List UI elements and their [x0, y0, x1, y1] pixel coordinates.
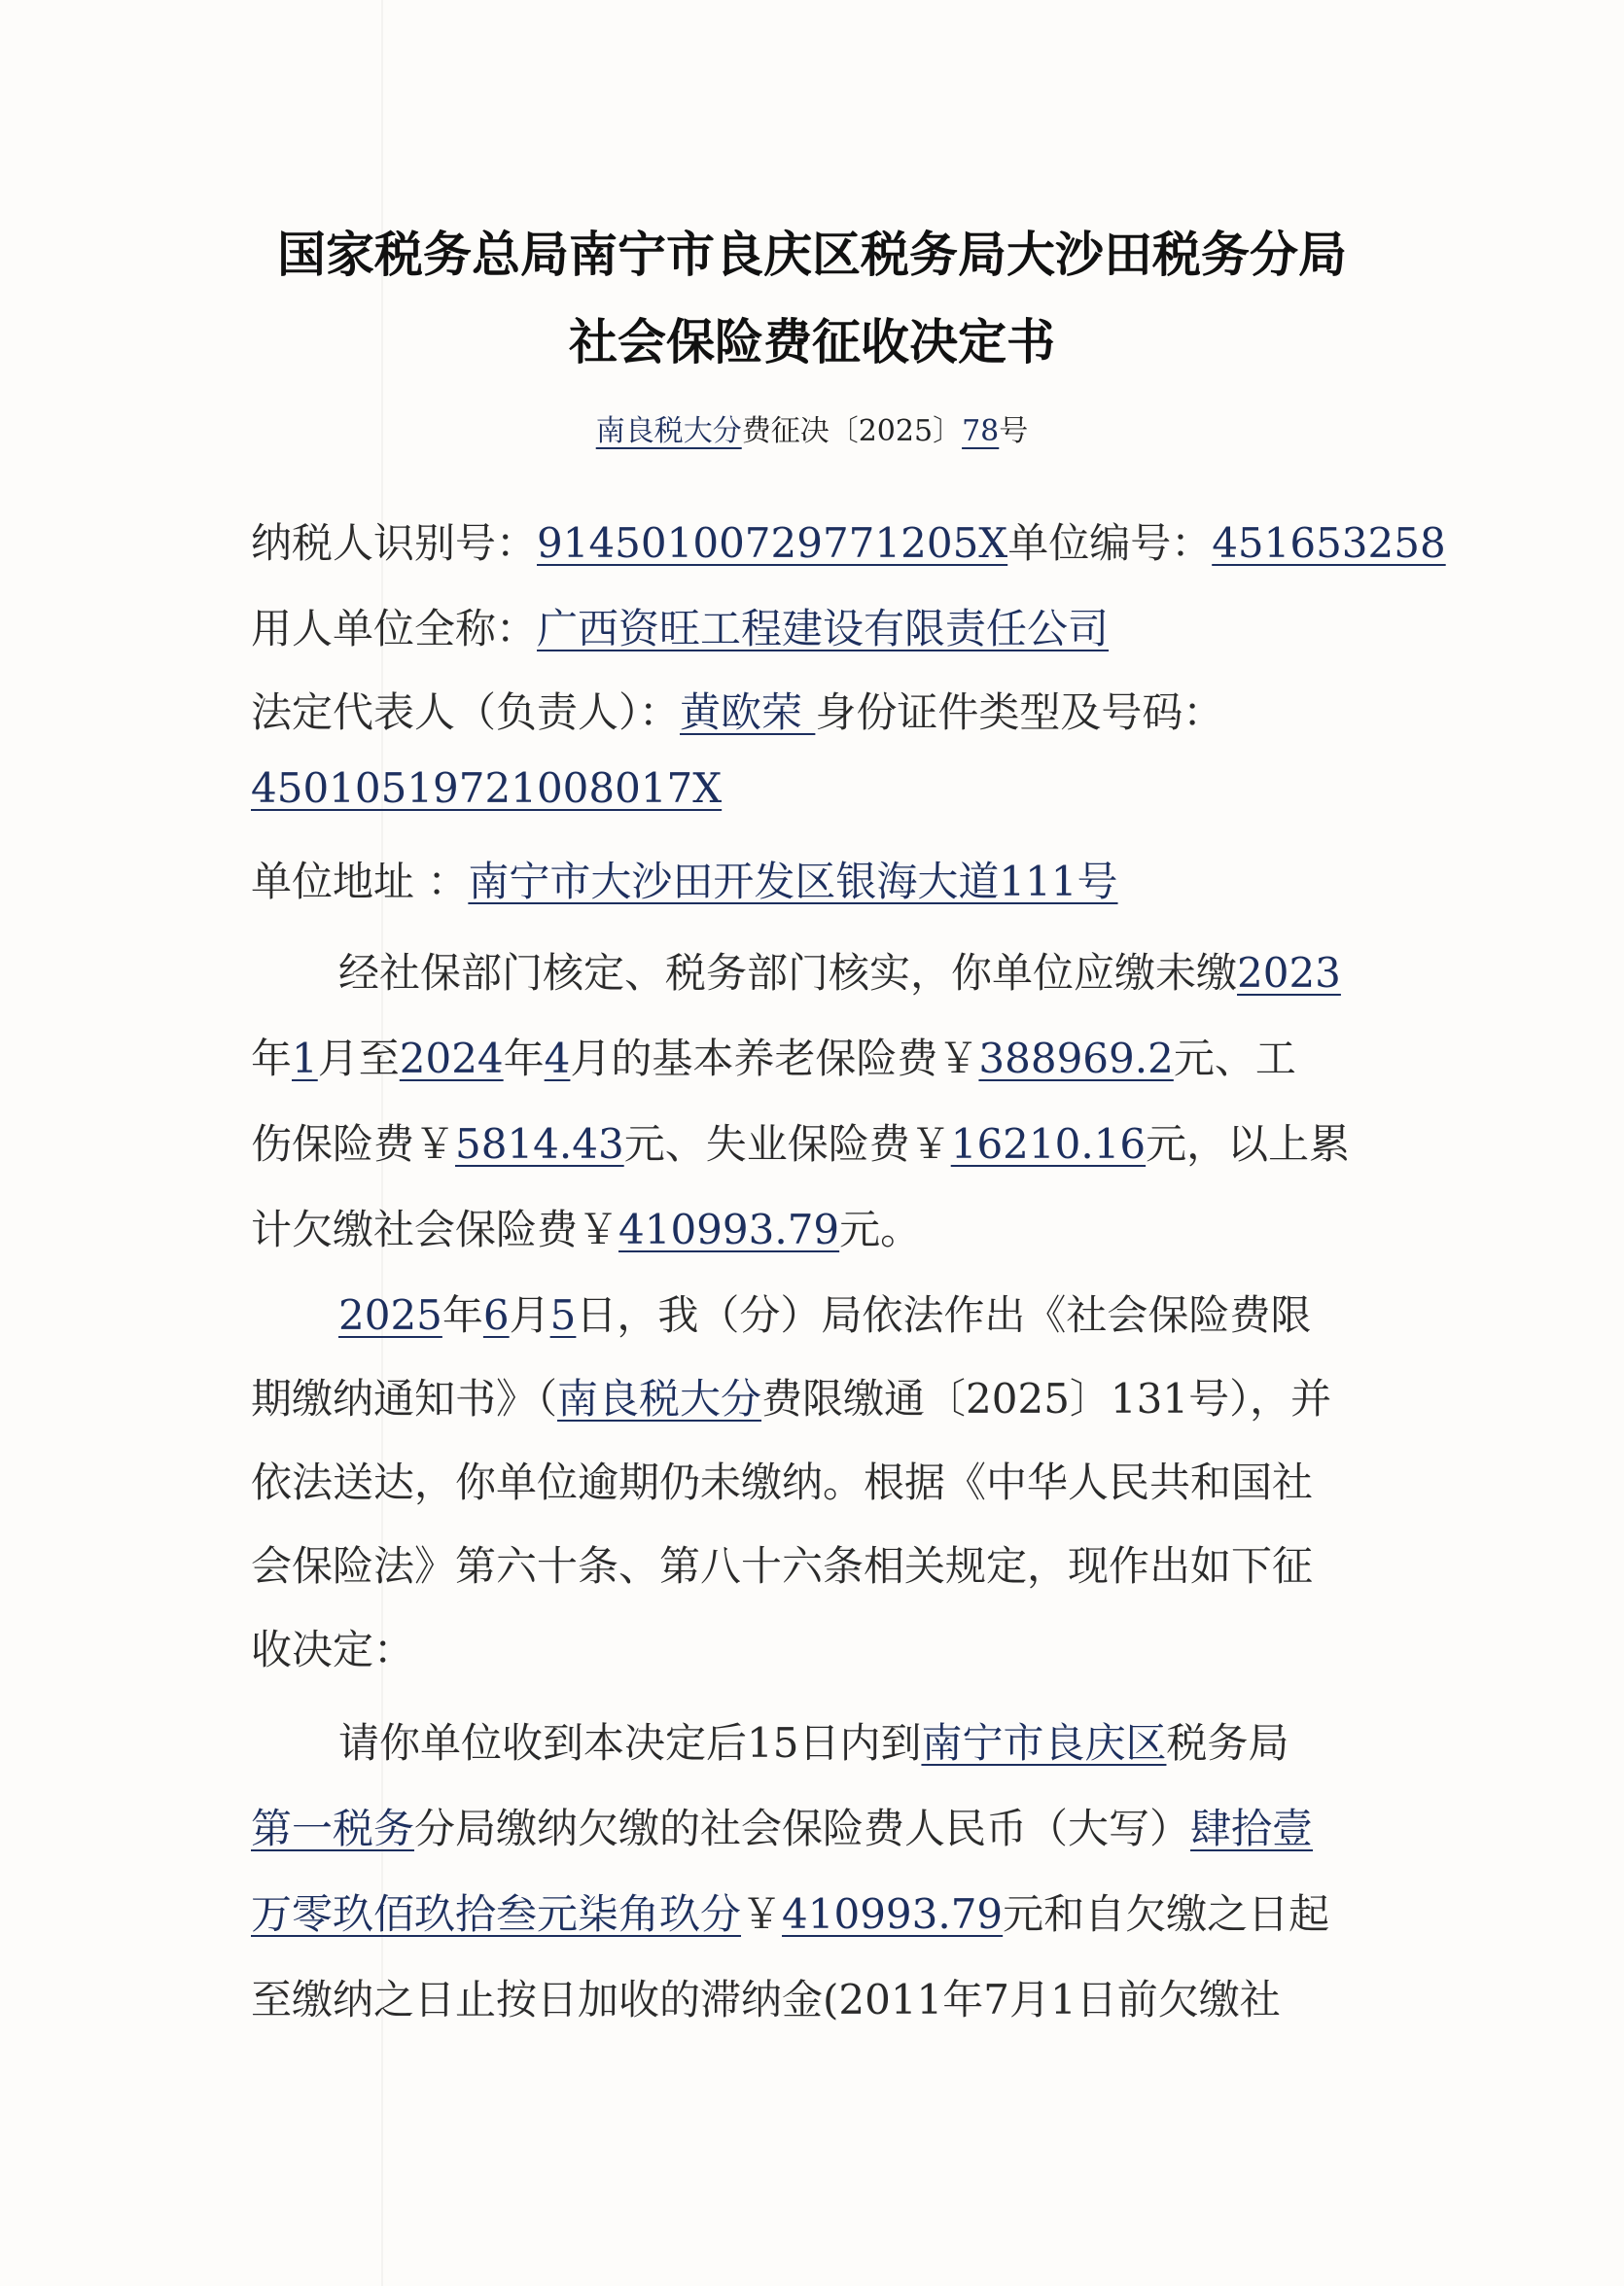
para3-text: 元和自欠缴之日起 — [1003, 1890, 1330, 1938]
unit-code-value: 451653258 — [1212, 519, 1446, 567]
para1-text: 元。 — [839, 1206, 922, 1253]
legal-rep-value: 黄欧荣 — [680, 688, 816, 736]
para1-text: 计欠缴社会保险费￥ — [251, 1206, 619, 1253]
para1-line1 — [338, 941, 1341, 1000]
arrears-year-to: 2024 — [399, 1035, 504, 1082]
para1-line4 — [251, 1198, 921, 1256]
para1-text: 伤保险费￥ — [251, 1120, 456, 1168]
doc-number-value: 78 — [962, 414, 1000, 448]
para2-line2 — [251, 1367, 1331, 1425]
para2-text: 期缴纳通知书》（ — [251, 1375, 558, 1423]
para1-text: 月至 — [317, 1035, 400, 1082]
para2-line5: 收决定： — [251, 1626, 415, 1673]
para2-text: 月 — [509, 1291, 550, 1339]
para2-line4: 会保险法》第六十条、第八十六条相关规定，现作出如下征 — [251, 1542, 1314, 1590]
taxpayer-id-value: 91450100729771205X — [537, 519, 1008, 567]
para1-line2 — [251, 1027, 1296, 1085]
para1-line3 — [251, 1112, 1350, 1171]
address-value: 南宁市大沙田开发区银海大道111号 — [468, 858, 1118, 905]
payment-bureau: 南宁市良庆区 — [921, 1719, 1167, 1767]
amount-in-words-part1: 肆拾壹 — [1190, 1805, 1314, 1852]
para1-text: 年 — [251, 1035, 293, 1082]
arrears-year-from: 2023 — [1237, 949, 1341, 997]
id-doc-number-value: 45010519721008017X — [251, 764, 723, 812]
document-title-line1: 国家税务总局南宁市良庆区税务局大沙田税务分局 — [277, 227, 1347, 283]
para1-text: 元，以上累 — [1146, 1120, 1351, 1168]
id-doc-label: 身份证件类型及号码： — [815, 688, 1224, 736]
employer-name-line — [251, 597, 1109, 655]
para3-line1 — [338, 1711, 1289, 1770]
para2-line3: 依法送达，你单位逾期仍未缴纳。根据《中华人民共和国社 — [251, 1459, 1314, 1506]
para3-text: ￥ — [741, 1890, 783, 1938]
para2-line1 — [338, 1284, 1311, 1342]
notice-year: 2025 — [338, 1291, 442, 1339]
legal-rep-label: 法定代表人（负责人）： — [251, 688, 681, 736]
para3-line2 — [251, 1797, 1313, 1855]
legal-rep-line — [251, 681, 1223, 739]
para3-text: 请你单位收到本决定后15日内到 — [338, 1719, 922, 1767]
unemployment-amount: 16210.16 — [950, 1120, 1147, 1168]
taxpayer-id-line — [251, 511, 1446, 570]
para1-text: 元、工 — [1173, 1035, 1296, 1082]
id-doc-number-line — [251, 764, 722, 812]
notice-day: 5 — [549, 1291, 577, 1339]
arrears-month-to: 4 — [544, 1035, 571, 1082]
document-title-line2: 社会保险费征收决定书 — [569, 314, 1055, 370]
doc-number-middle: 费征决〔2025〕 — [741, 414, 963, 448]
para3-text: 分局缴纳欠缴的社会保险费人民币（大写） — [414, 1805, 1191, 1852]
injury-amount: 5814.43 — [455, 1120, 624, 1168]
para1-text: 月的基本养老保险费￥ — [570, 1035, 979, 1082]
para2-text: 费限缴通〔2025〕131号），并 — [761, 1375, 1332, 1423]
payment-branch: 第一税务 — [251, 1805, 415, 1852]
para1-text: 经社保部门核定、税务部门核实，你单位应缴未缴 — [338, 949, 1238, 997]
para1-text: 元、失业保险费￥ — [623, 1120, 951, 1168]
address-line — [251, 850, 1118, 908]
pension-amount: 388969.2 — [978, 1035, 1174, 1082]
para3-text: 税务局 — [1166, 1719, 1289, 1767]
document-number — [0, 406, 1624, 449]
amount-in-words-part2: 万零玖佰玖拾叁元柒角玖分 — [251, 1890, 742, 1938]
arrears-month-from: 1 — [292, 1035, 318, 1082]
para2-text: 年 — [441, 1291, 483, 1339]
unit-code-label: 单位编号： — [1007, 519, 1213, 567]
para3-line3 — [251, 1882, 1329, 1941]
address-label: 单位地址 ： — [251, 858, 469, 905]
taxpayer-id-label: 纳税人识别号： — [251, 519, 538, 567]
employer-name-value: 广西资旺工程建设有限责任公司 — [537, 605, 1110, 652]
payment-amount: 410993.79 — [782, 1890, 1004, 1938]
para3-line4: 至缴纳之日止按日加收的滞纳金(2011年7月1日前欠缴社 — [251, 1976, 1281, 2023]
para1-text: 年 — [503, 1035, 545, 1082]
para2-text: 日，我（分）局依法作出《社会保险费限 — [576, 1291, 1312, 1339]
employer-name-label: 用人单位全称： — [251, 605, 538, 652]
notice-ref-prefix: 南良税大分 — [557, 1375, 762, 1423]
doc-number-suffix: 号 — [999, 414, 1029, 448]
doc-number-prefix: 南良税大分 — [595, 414, 742, 448]
notice-month: 6 — [482, 1291, 510, 1339]
total-arrears-amount: 410993.79 — [618, 1206, 840, 1253]
